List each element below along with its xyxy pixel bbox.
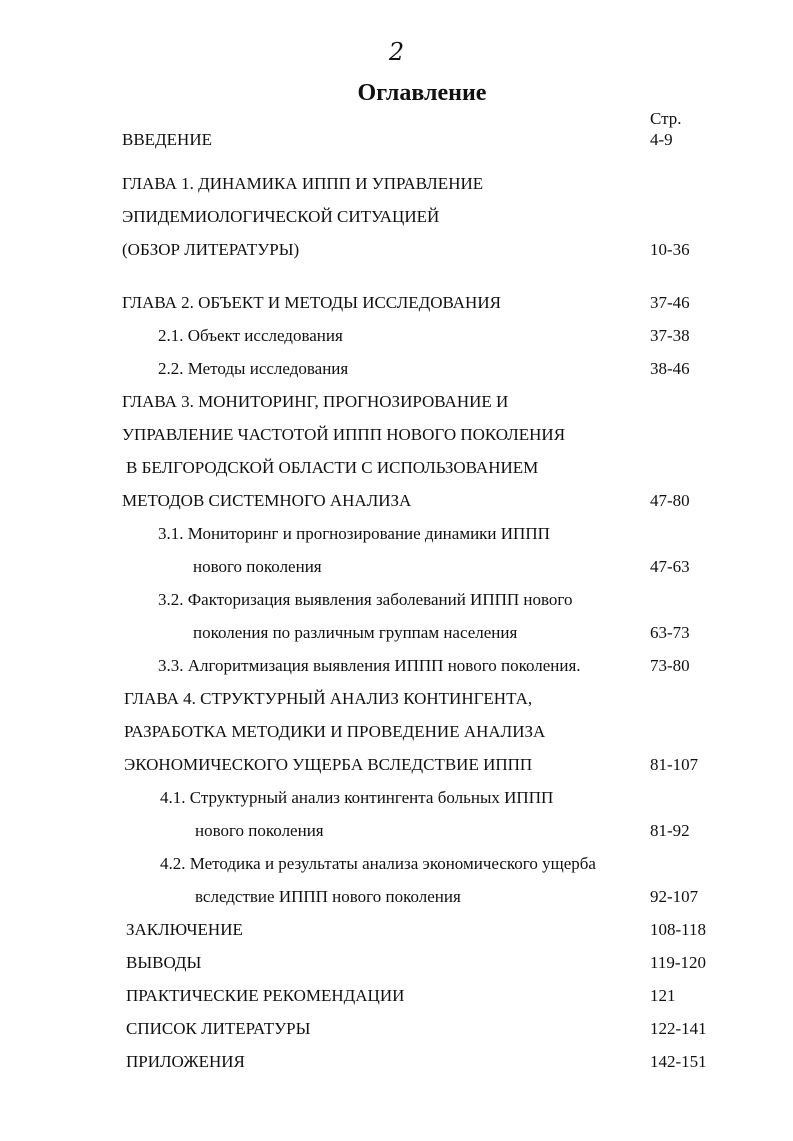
toc-entry-line: ЗАКЛЮЧЕНИЕ (126, 920, 243, 939)
toc-entry-line: вследствие ИППП нового поколения (195, 887, 461, 906)
toc-entry-pages: 81-92 (650, 821, 690, 840)
toc-entry-pages: 47-63 (650, 557, 690, 576)
toc-entry-pages: 121 (650, 986, 676, 1005)
toc-entry-pages: 142-151 (650, 1052, 707, 1071)
toc-entry-line: ПРИЛОЖЕНИЯ (126, 1052, 245, 1071)
toc-entry-line: ГЛАВА 3. МОНИТОРИНГ, ПРОГНОЗИРОВАНИЕ И (122, 392, 509, 411)
toc-entry-pages: 81-107 (650, 755, 699, 774)
toc-entry-line: 3.2. Факторизация выявления заболеваний ИППП нового (158, 590, 573, 609)
toc-entry-line: СПИСОК ЛИТЕРАТУРЫ (126, 1019, 311, 1038)
toc-entry-line: ЭПИДЕМИОЛОГИЧЕСКОЙ СИТУАЦИЕЙ (122, 207, 440, 226)
toc-entry-line: ВВЕДЕНИЕ (122, 130, 212, 149)
toc-entry-pages: 38-46 (650, 359, 690, 378)
toc-entry-line: МЕТОДОВ СИСТЕМНОГО АНАЛИЗА (122, 491, 412, 510)
toc-entry-pages: 37-46 (650, 293, 690, 312)
toc-entry-pages: 92-107 (650, 887, 699, 906)
toc-entry-line: 3.3. Алгоритмизация выявления ИППП нового поколения. (158, 656, 581, 675)
toc-entry-line: ГЛАВА 1. ДИНАМИКА ИППП И УПРАВЛЕНИЕ (122, 174, 484, 193)
toc-entry-line: 2.2. Методы исследования (158, 359, 349, 378)
toc-entry-line: поколения по различным группам населения (193, 623, 518, 642)
toc-entry-pages: 4-9 (650, 130, 673, 149)
toc-entry-line: 3.1. Мониторинг и прогнозирование динамики ИППП (158, 524, 550, 543)
toc-entry-line: ВЫВОДЫ (126, 953, 202, 972)
toc-entry-pages: 119-120 (650, 953, 707, 972)
toc-entry-line: 4.1. Структурный анализ контингента больных ИППП (160, 788, 554, 807)
toc-entry-pages: 37-38 (650, 326, 690, 345)
toc-entry-line: В БЕЛГОРОДСКОЙ ОБЛАСТИ С ИСПОЛЬЗОВАНИЕМ (126, 458, 539, 477)
toc-entry-line: 4.2. Методика и результаты анализа экономического ущерба (160, 854, 596, 873)
pages-column-header: Стр. (650, 109, 682, 128)
page-title: Оглавление (357, 80, 487, 106)
toc-entry-pages: 47-80 (650, 491, 690, 510)
toc-entry-line: нового поколения (195, 821, 324, 840)
toc-entry-line: 2.1. Объект исследования (158, 326, 343, 345)
page-number: 2 (388, 38, 405, 66)
toc-entry-pages: 73-80 (650, 656, 690, 675)
toc-entry-line: ГЛАВА 4. СТРУКТУРНЫЙ АНАЛИЗ КОНТИНГЕНТА, (124, 689, 533, 708)
toc-entry-line: ПРАКТИЧЕСКИЕ РЕКОМЕНДАЦИИ (126, 986, 405, 1005)
toc-entry-pages: 63-73 (650, 623, 690, 642)
toc-entry-pages: 10-36 (650, 240, 690, 259)
toc-entry-line: ЭКОНОМИЧЕСКОГО УЩЕРБА ВСЛЕДСТВИЕ ИППП (124, 755, 533, 774)
toc-entry-line: (ОБЗОР ЛИТЕРАТУРЫ) (122, 240, 300, 259)
toc-entry-pages: 122-141 (650, 1019, 707, 1038)
toc-entry-line: нового поколения (193, 557, 322, 576)
toc-entry-line: РАЗРАБОТКА МЕТОДИКИ И ПРОВЕДЕНИЕ АНАЛИЗА (124, 722, 546, 741)
toc-entry-line: УПРАВЛЕНИЕ ЧАСТОТОЙ ИППП НОВОГО ПОКОЛЕНИЯ (122, 425, 566, 444)
toc-entry-pages: 108-118 (650, 920, 707, 939)
toc-entry-line: ГЛАВА 2. ОБЪЕКТ И МЕТОДЫ ИССЛЕДОВАНИЯ (122, 293, 501, 312)
